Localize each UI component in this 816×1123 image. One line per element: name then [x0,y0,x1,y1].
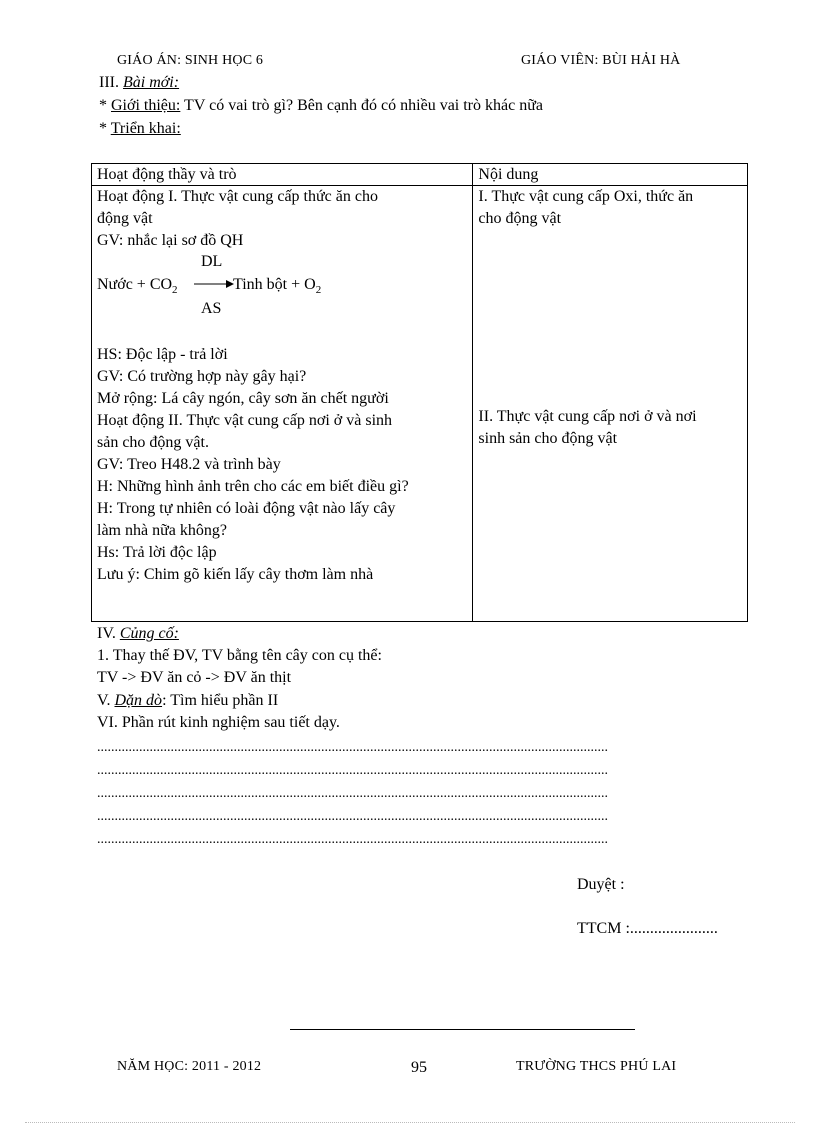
activity-text: HS: Độc lập - trả lời [97,346,228,363]
consolidation-chain: TV -> ĐV ăn cỏ -> ĐV ăn thịt [97,669,292,686]
photosynthesis-equation [97,252,467,324]
footer-school-name: TRƯỜNG THCS PHÚ LAI [516,1059,677,1074]
content-text: cho động vật [478,210,562,227]
activity-text: Mở rộng: Lá cây ngón, cây sơn ăn chết người [97,390,389,407]
dotted-line: .................................................................................................................................................. [97,809,608,824]
col-header-activities: Hoạt động thầy và trò [92,164,473,186]
table-header-row [92,164,748,186]
approval-label: Duyệt : [577,876,625,893]
gioi-thieu-label: Giới thiệu: [111,97,181,114]
content-cell [473,186,748,622]
section-number: III. [99,74,123,91]
footer-rule [290,1029,635,1030]
footer-school-year: NĂM HỌC: 2011 - 2012 [117,1059,262,1074]
dotted-line: .................................................................................................................................................. [97,786,608,801]
activity-text: làm nhà nữa không? [97,522,227,539]
section-title: Bài mới: [122,74,180,91]
activity-text: Lưu ý: Chim gõ kiến lấy cây thơm làm nhà [97,566,374,583]
condition-top-label: DL [201,253,223,270]
col-header-content: Nội dung [473,164,748,186]
dotted-line: .................................................................................................................................................. [97,832,608,847]
activity-text: động vật [97,210,153,227]
activity-text: H: Những hình ảnh trên cho các em biết điều gì? [97,478,409,495]
activity-text: GV: Treo H48.2 và trình bày [97,456,281,473]
page-number: 95 [411,1059,427,1076]
activity-text: Hoạt động II. Thực vật cung cấp nơi ở và sinh [97,412,393,429]
header-right: GIÁO VIÊN: BÙI HẢI HÀ [521,53,681,68]
header-left: GIÁO ÁN: SINH HỌC 6 [117,53,264,68]
dotted-line: .................................................................................................................................................. [97,740,608,755]
lesson-table [91,163,748,622]
ttcm-signature-line: TTCM :...................... [577,920,718,937]
equation-reactants: Nước + $CO_2$ [97,276,178,297]
section-heading-bai-moi [99,74,179,92]
activity-text: GV: nhắc lại sơ đồ QH [97,232,244,249]
dotted-line: .................................................................................................................................................. [97,763,608,778]
activity-text: GV: Có trường hợp này gây hại? [97,368,307,385]
section-heading-rut-kinh-nghiem: VI. Phần rút kinh nghiệm sau tiết dạy. [97,714,340,731]
activity-text: Hs: Trả lời độc lập [97,544,217,561]
reaction-arrow-icon [194,278,234,290]
section-heading-cung-co: IV. Củng cố: [97,625,179,642]
content-text: I. Thực vật cung cấp Oxi, thức ăn [478,188,694,205]
trien-khai-label: Triển khai: [110,120,181,137]
trien-khai-line [99,120,181,138]
gioi-thieu-text: TV có vai trò gì? Bên cạnh đó có nhiều vai trò khác nữa [180,97,543,114]
table-row [92,186,748,622]
section-heading-dan-do: V. Dặn dò: Tìm hiểu phần II [97,692,279,709]
content-text: sinh sản cho động vật [478,430,618,447]
equation-products: Tinh bột + $O_2$ [233,276,322,297]
activities-cell [92,186,473,622]
bullet-star: * [99,97,111,114]
consolidation-item: 1. Thay thế ĐV, TV bằng tên cây con cụ thể: [97,647,382,664]
dan-do-title: Dặn dò [114,692,163,709]
condition-bottom-label: AS [201,300,222,317]
cung-co-title: Củng cố: [119,625,179,642]
activity-text: H: Trong tự nhiên có loài động vật nào lấy cây [97,500,396,517]
bullet-star: * [99,120,111,137]
content-text: II. Thực vật cung cấp nơi ở và nơi [478,408,697,425]
activity-text: sản cho động vật. [97,434,209,451]
gioi-thieu-line [99,97,543,115]
activity-text: Hoạt động I. Thực vật cung cấp thức ăn cho [97,188,378,205]
